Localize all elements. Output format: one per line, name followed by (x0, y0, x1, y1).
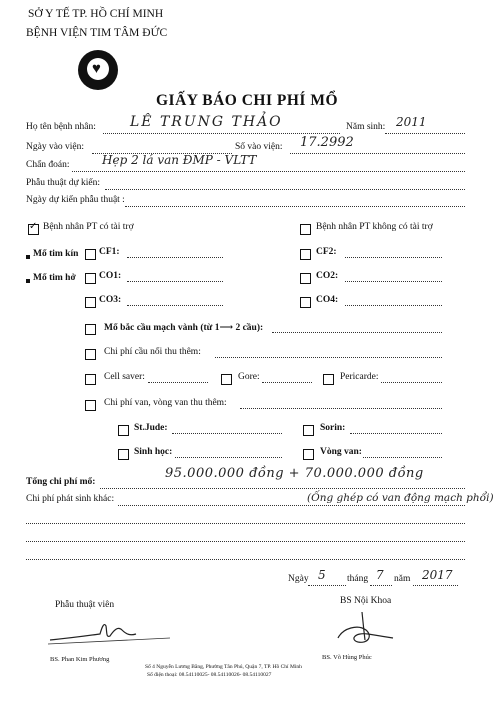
planned-surgery-label: Phẫu thuật dự kiến: (26, 178, 101, 188)
co2-checkbox[interactable] (300, 273, 311, 284)
admission-date-label: Ngày vào viện: (26, 142, 85, 152)
diagnosis-value: Hẹp 2 lá van ĐMP - VLTT (102, 153, 257, 167)
biological-checkbox[interactable] (118, 449, 129, 460)
ministry-name: SỞ Y TẾ TP. HỒ CHÍ MINH (28, 8, 164, 20)
admission-no-line (290, 153, 465, 154)
month-value: 7 (376, 568, 384, 582)
birth-year-line (385, 133, 465, 134)
not-sponsored-label: Bệnh nhân PT không có tài trợ (316, 222, 433, 232)
biological-label: Sinh học: (134, 447, 173, 457)
year-line (413, 585, 458, 586)
co1-line (127, 281, 223, 282)
gore-label: Gore: (238, 372, 260, 382)
valve-ring-label: Vòng van: (320, 447, 362, 457)
admission-no-label: Số vào viện: (235, 142, 283, 152)
blank-line (26, 523, 465, 524)
extra-cost-line (118, 505, 465, 506)
month-line (370, 585, 392, 586)
internist-signature (318, 608, 438, 658)
stjude-checkbox[interactable] (118, 425, 129, 436)
extra-cost-value: (Ống ghép có van động mạch phổi) (307, 492, 494, 504)
co1-label: CO1: (99, 271, 122, 281)
total-label: Tổng chi phí mổ: (26, 477, 96, 487)
valve-extra-checkbox[interactable] (85, 400, 96, 411)
hospital-logo-icon: ♥ (78, 50, 118, 90)
day-label: Ngày (288, 574, 309, 584)
sorin-checkbox[interactable] (303, 425, 314, 436)
day-line (308, 585, 346, 586)
bullet-icon (26, 255, 30, 259)
patient-name-line (103, 133, 340, 134)
pericarde-label: Pericarde: (340, 372, 379, 382)
co3-line (127, 305, 223, 306)
extra-cost-label: Chi phí phát sinh khác: (26, 494, 115, 504)
hospital-name: BỆNH VIỆN TIM TÂM ĐỨC (26, 27, 168, 39)
gore-line (262, 382, 312, 383)
valve-extra-line (240, 408, 442, 409)
cell-saver-label: Cell saver: (104, 372, 145, 382)
pericarde-checkbox[interactable] (323, 374, 334, 385)
blank-line (26, 541, 465, 542)
planned-date-label: Ngày dự kiến phẫu thuật : (26, 195, 125, 205)
admission-no-value: 17.2992 (300, 135, 354, 150)
sponsored-checkbox[interactable] (28, 224, 39, 235)
sorin-label: Sorin: (320, 423, 346, 433)
biological-line (175, 457, 282, 458)
bypass-label: Mổ bắc cầu mạch vành (từ 1⟶ 2 cầu): (104, 323, 264, 333)
bypass-extra-line (215, 357, 442, 358)
internist-label: BS Nội Khoa (340, 596, 392, 606)
year-label: năm (394, 574, 411, 584)
cf2-line (345, 257, 442, 258)
cf1-label: CF1: (99, 247, 120, 257)
open-heart-label: Mổ tim hở (33, 273, 76, 283)
not-sponsored-checkbox[interactable] (300, 224, 311, 235)
stjude-line (172, 433, 282, 434)
cell-saver-checkbox[interactable] (85, 374, 96, 385)
surgeon-label: Phẫu thuật viên (55, 600, 115, 610)
co3-label: CO3: (99, 295, 122, 305)
co3-checkbox[interactable] (85, 297, 96, 308)
sponsored-label: Bệnh nhân PT có tài trợ (43, 222, 134, 232)
sorin-line (350, 433, 442, 434)
blank-line (26, 559, 465, 560)
cf2-label: CF2: (316, 247, 337, 257)
gore-checkbox[interactable] (221, 374, 232, 385)
closed-heart-label: Mổ tim kín (33, 249, 79, 259)
valve-ring-checkbox[interactable] (303, 449, 314, 460)
planned-surgery-line (105, 189, 465, 190)
bypass-line (272, 332, 442, 333)
bypass-checkbox[interactable] (85, 324, 96, 335)
patient-name-label: Họ tên bệnh nhân: (26, 122, 96, 132)
birth-year-label: Năm sinh: (346, 122, 386, 132)
valve-ring-line (363, 457, 442, 458)
surgeon-signature (40, 612, 180, 662)
total-line (100, 488, 465, 489)
cell-saver-line (148, 382, 208, 383)
year-value: 2017 (422, 568, 453, 582)
valve-extra-label: Chi phí van, vòng van thu thêm: (104, 398, 227, 408)
birth-year-value: 2011 (396, 115, 427, 129)
diagnosis-line (72, 171, 465, 172)
bullet-icon (26, 279, 30, 283)
cf1-checkbox[interactable] (85, 249, 96, 260)
month-label: tháng (347, 574, 369, 584)
co4-label: CO4: (316, 295, 339, 305)
patient-name-value: LÊ TRUNG THẢO (130, 114, 283, 130)
day-value: 5 (318, 568, 326, 582)
co2-line (345, 281, 442, 282)
total-value: 95.000.000 đồng + 70.000.000 đồng (165, 466, 424, 481)
co4-line (345, 305, 442, 306)
hospital-address: Số 4 Nguyễn Lương Bằng, Phường Tân Phú, Quận 7, TP. Hồ Chí Minh (145, 664, 302, 670)
pericarde-line (381, 382, 442, 383)
co4-checkbox[interactable] (300, 297, 311, 308)
planned-date-line (125, 206, 465, 207)
bypass-extra-label: Chi phí cầu nối thu thêm: (104, 347, 201, 357)
cf1-line (127, 257, 223, 258)
surgeon-name: BS. Phan Kim Phương (50, 656, 110, 663)
stjude-label: St.Jude: (134, 423, 168, 433)
co2-label: CO2: (316, 271, 339, 281)
cf2-checkbox[interactable] (300, 249, 311, 260)
form-title: GIẤY BÁO CHI PHÍ MỔ (156, 92, 339, 109)
co1-checkbox[interactable] (85, 273, 96, 284)
hospital-phone: Số điện thoại: 08.54110025- 08.54110026- 08.54110027 (147, 672, 272, 678)
internist-name: BS. Võ Hùng Phúc (322, 654, 372, 661)
diagnosis-label: Chẩn đoán: (26, 160, 70, 170)
bypass-extra-checkbox[interactable] (85, 349, 96, 360)
